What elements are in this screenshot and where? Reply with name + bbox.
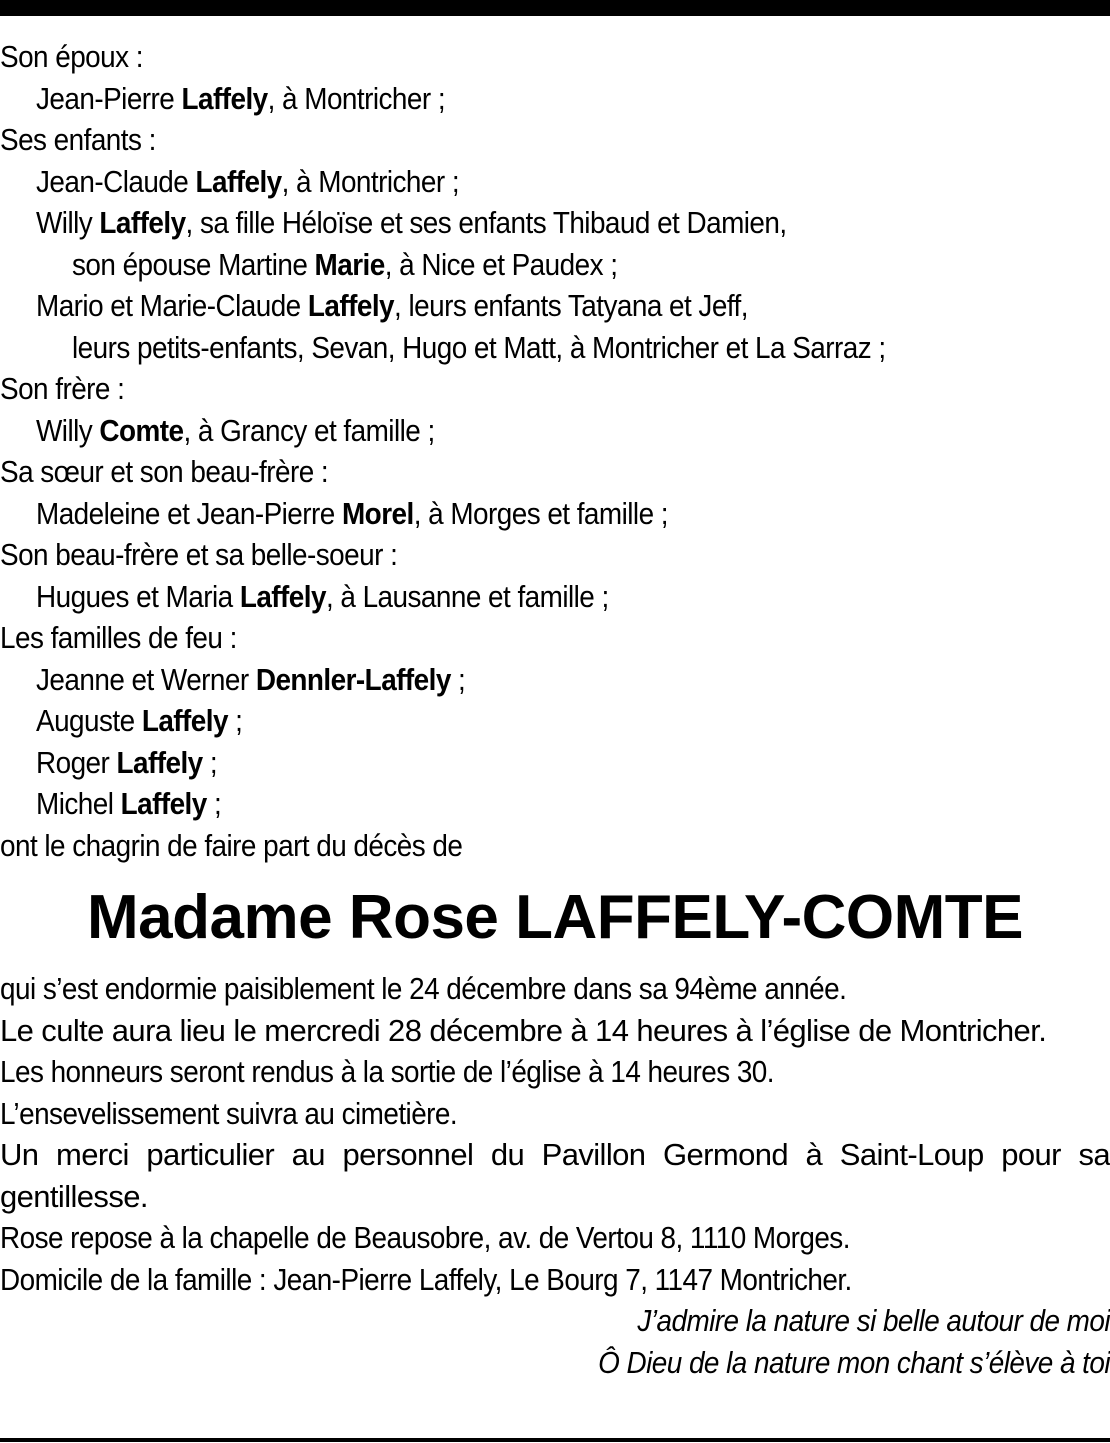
entry-surname: Laffely [239,578,326,614]
detail-paragraph: L’ensevelissement suivra au cimetière. [0,1095,458,1131]
entry-text-after: , à Grancy et famille ; [183,412,435,448]
family-entry [0,742,999,784]
entry-surname: Dennler-Laffely [255,661,451,697]
entry-text-before: leurs petits-enfants, Sevan, Hugo et Matt, à Montricher et La Sarraz ; [72,329,886,365]
entry-text-after: , sa fille Héloïse et ses enfants Thibaud et Damien, [185,205,787,240]
entry-text-before: Jeanne et Werner [36,661,256,697]
entry-text-before: son épouse Martine [72,246,315,282]
entry-surname: Marie [314,246,385,282]
relation-heading: ont le chagrin de faire part du décès de [0,827,463,863]
entry-text-after: ; [206,786,222,821]
family-entry [0,410,999,452]
entry-text-after: ; [450,661,466,697]
family-entry [0,659,999,701]
deceased-name: Madame Rose LAFFELY-COMTE [86,883,1024,952]
family-entry [0,285,999,327]
detail-paragraph: qui s’est endormie paisiblement le 24 décembre dans sa 94ème année. [0,971,847,1006]
entry-surname: Laffely [116,744,203,780]
entry-surname: Laffely [307,288,395,323]
entry-text-after: , à Montricher ; [281,163,460,199]
entry-text-before: Jean-Claude [36,163,196,199]
relation-heading: Son beau-frère et sa belle-soeur : [0,537,398,572]
family-list [0,36,1110,866]
funeral-details [0,968,1110,1300]
entry-surname: Laffely [141,703,228,738]
relation-heading: Son époux : [0,39,143,74]
family-entry [0,700,999,742]
entry-text-before: Roger [36,744,117,780]
entry-text-before: Madeleine et Jean-Pierre [36,495,342,531]
entry-text-before: Willy [36,412,100,448]
family-entry [0,576,999,618]
family-entry [0,783,999,825]
quote-line: Ô Dieu de la nature mon chant s’élève à toi [598,1344,1110,1380]
entry-text-after: , à Morges et famille ; [413,495,668,531]
relation-heading: Son frère : [0,371,125,406]
detail-paragraph: Domicile de la famille : Jean-Pierre Laffely, Le Bourg 7, 1147 Montricher. [0,1261,852,1297]
entry-text-before: Hugues et Maria [36,578,240,614]
family-entry [0,244,999,286]
entry-surname: Laffely [181,80,268,116]
entry-text-before: Auguste [36,703,142,738]
entry-text-after: ; [202,744,218,780]
detail-paragraph: Les honneurs seront rendus à la sortie de l’église à 14 heures 30. [0,1054,774,1089]
closing-quote [0,1300,1110,1383]
entry-text-after: , à Nice et Paudex ; [384,246,618,282]
entry-text-after: , leurs enfants Tatyana et Jeff, [394,288,748,323]
entry-surname: Morel [341,495,414,531]
detail-paragraph: Le culte aura lieu le mercredi 28 décembre à 14 heures à l’église de Montricher. [0,1012,1047,1048]
entry-surname: Laffely [99,205,186,240]
detail-paragraph: Rose repose à la chapelle de Beausobre, av. de Vertou 8, 1110 Morges. [0,1220,850,1255]
death-notice [0,36,1110,1383]
entry-text-before: Mario et Marie-Claude [36,288,308,323]
family-entry [0,78,999,120]
entry-text-after: ; [227,703,243,738]
quote-line: J’admire la nature si belle autour de moi [637,1303,1110,1338]
entry-surname: Laffely [120,786,207,821]
entry-text-before: Michel [36,786,121,821]
family-entry [0,202,999,244]
family-entry [0,327,999,369]
entry-text-before: Willy [36,205,100,240]
top-border-rule [0,0,1110,16]
family-entry [0,161,999,203]
relation-heading: Ses enfants : [0,122,156,157]
entry-surname: Laffely [195,163,282,199]
entry-text-after: , à Montricher ; [267,80,446,116]
bottom-border-rule [0,1438,1110,1442]
relation-heading: Sa sœur et son beau-frère : [0,454,329,489]
entry-text-after: , à Lausanne et famille ; [325,578,609,614]
entry-text-before: Jean-Pierre [36,80,182,116]
detail-paragraph: Un merci particulier au personnel du Pavillon Germond à Saint-Loup pour sa gentillesse. [0,1137,1110,1214]
family-entry [0,493,999,535]
entry-surname: Comte [99,412,184,448]
relation-heading: Les familles de feu : [0,620,237,655]
